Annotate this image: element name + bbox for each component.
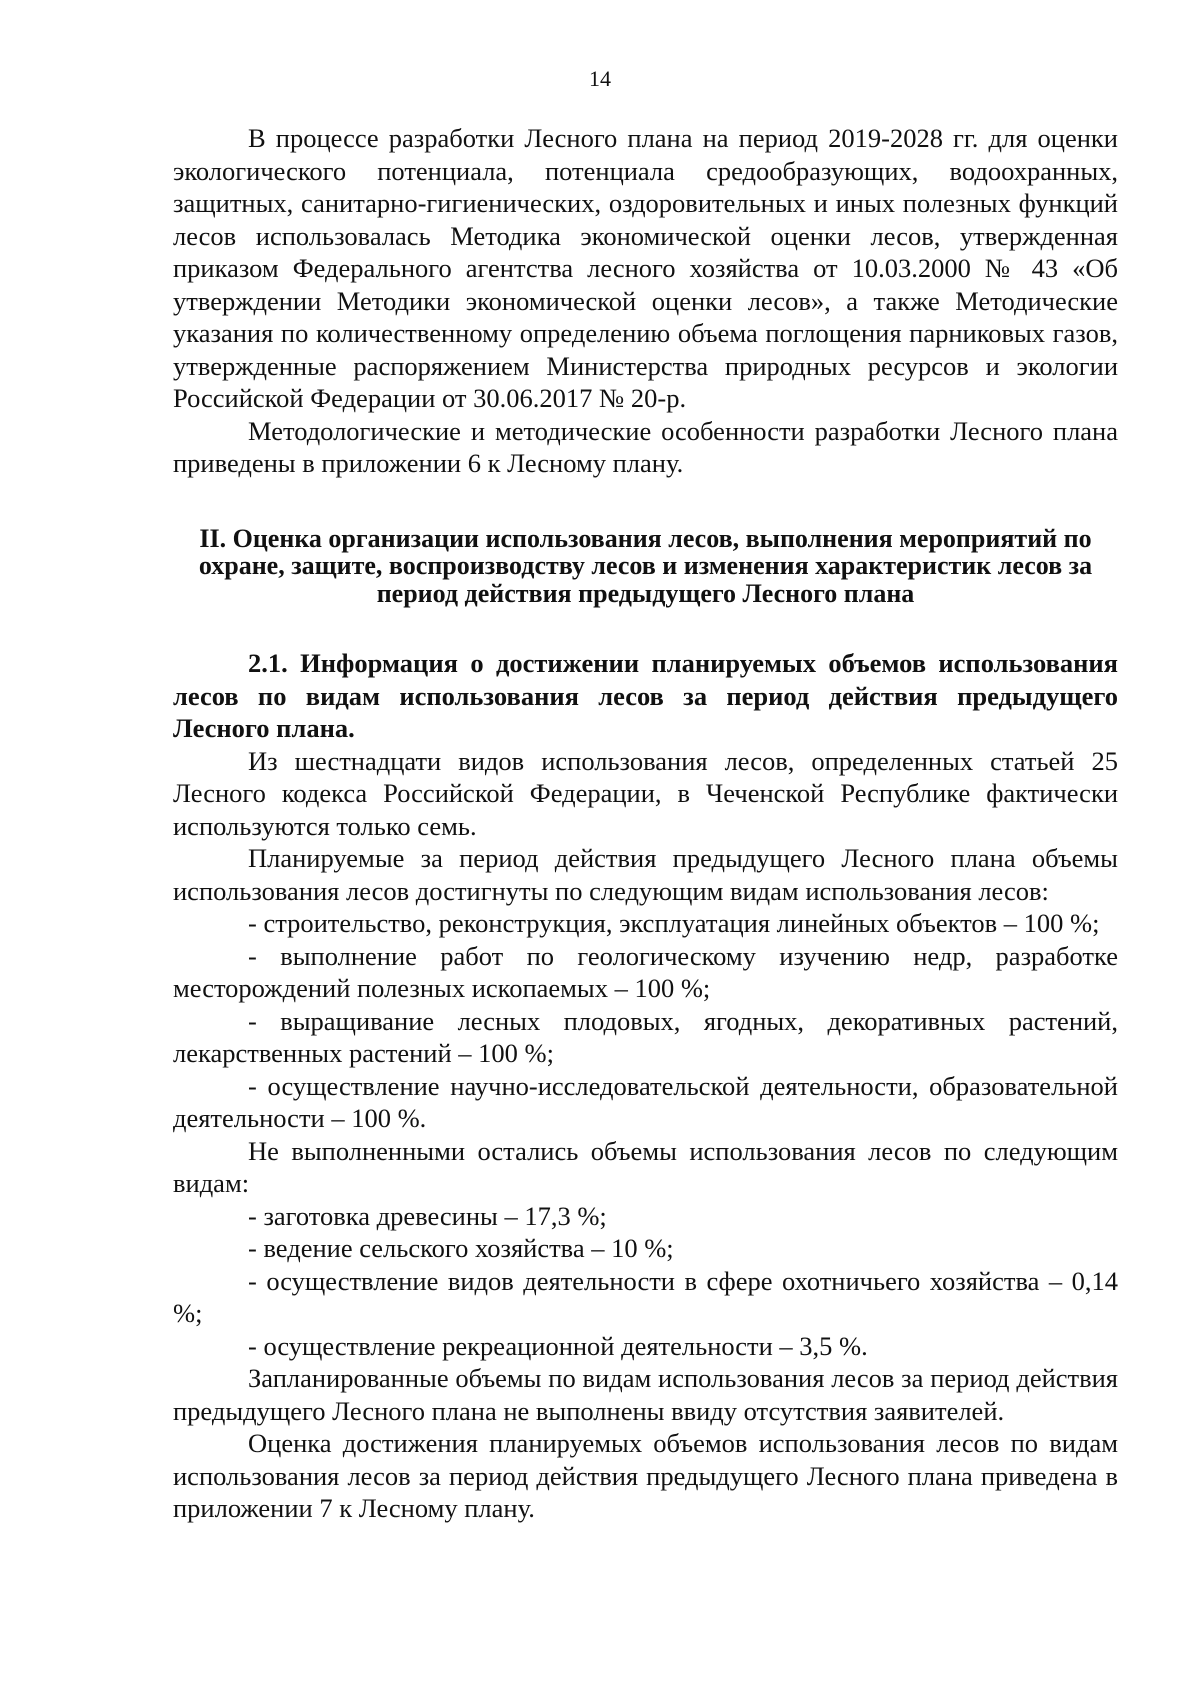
paragraph-methodology-appendix: Методологические и методические особенности разработки Лесного плана приведены в приложении 6 к Лесному плану. — [173, 415, 1118, 478]
document-body — [173, 122, 1118, 1525]
paragraph-forest-use-types: Из шестнадцати видов использования лесов, определенных статьей 25 Лесного кодекса Российской Федерации, в Чеченской Республике фактически используются только семь. — [173, 745, 1118, 841]
list-item: - ведение сельского хозяйства – 10 %; — [248, 1233, 674, 1263]
paragraph-no-applicants: Запланированные объемы по видам использования лесов за период действия предыдущего Лесного плана не выполнены ввиду отсутствия заявителей. — [173, 1363, 1118, 1426]
list-item: - строительство, реконструкция, эксплуатация линейных объектов – 100 %; — [248, 908, 1100, 938]
list-item: - выполнение работ по геологическому изучению недр, разработке месторождений полезных ископаемых – 100 %; — [173, 940, 1118, 1003]
paragraph-achieved-intro: Планируемые за период действия предыдущего Лесного плана объемы использования лесов достигнуты по следующим видам использования лесов: — [173, 843, 1118, 906]
paragraph-appendix-7: Оценка достижения планируемых объемов использования лесов по видам использования лесов за период действия предыдущего Лесного плана приведена в приложении 7 к Лесному плану. — [173, 1428, 1118, 1523]
list-item: - осуществление рекреационной деятельности – 3,5 %. — [248, 1330, 868, 1361]
list-item: - осуществление научно-исследовательской деятельности, образовательной деятельности – 100 %. — [173, 1070, 1118, 1133]
page-number: 14 — [589, 66, 611, 91]
subsection-title: 2.1. Информация о достижении планируемых объемов использования лесов по видам использования лесов за период действия предыдущего Лесного плана. — [173, 648, 1118, 743]
paragraph-methodology: В процессе разработки Лесного плана на период 2019-2028 гг. для оценки экологического потенциала, потенциала средообразующих, водоохранных, защитных, санитарно-гигиенических, оздоровительных и иных полезных функций лесов использовалась Методика экономической оценки лесов, утвержденная приказом Федерального агентства лесного хозяйства от 10.03.2000 № 43 «Об утверждении Методики экономической оценки лесов», а также Методические указания по количественному определению объема поглощения парниковых газов, утвержденные распоряжением Министерства природных ресурсов и экологии Российской Федерации от 30.06.2017 № 20-р. — [173, 123, 1118, 413]
list-item: - заготовка древесины – 17,3 %; — [248, 1200, 607, 1231]
list-item: - осуществление видов деятельности в сфере охотничьего хозяйства – 0,14 %; — [173, 1265, 1118, 1328]
list-item: - выращивание лесных плодовых, ягодных, декоративных растений, лекарственных растений – 100 %; — [173, 1005, 1118, 1068]
paragraph-not-achieved-intro: Не выполненными остались объемы использования лесов по следующим видам: — [173, 1135, 1118, 1198]
section-title: II. Оценка организации использования лесов, выполнения мероприятий по охране, защите, воспроизводству лесов и изменения характеристик лесов за период действия предыдущего Лесного плана — [198, 523, 1093, 608]
